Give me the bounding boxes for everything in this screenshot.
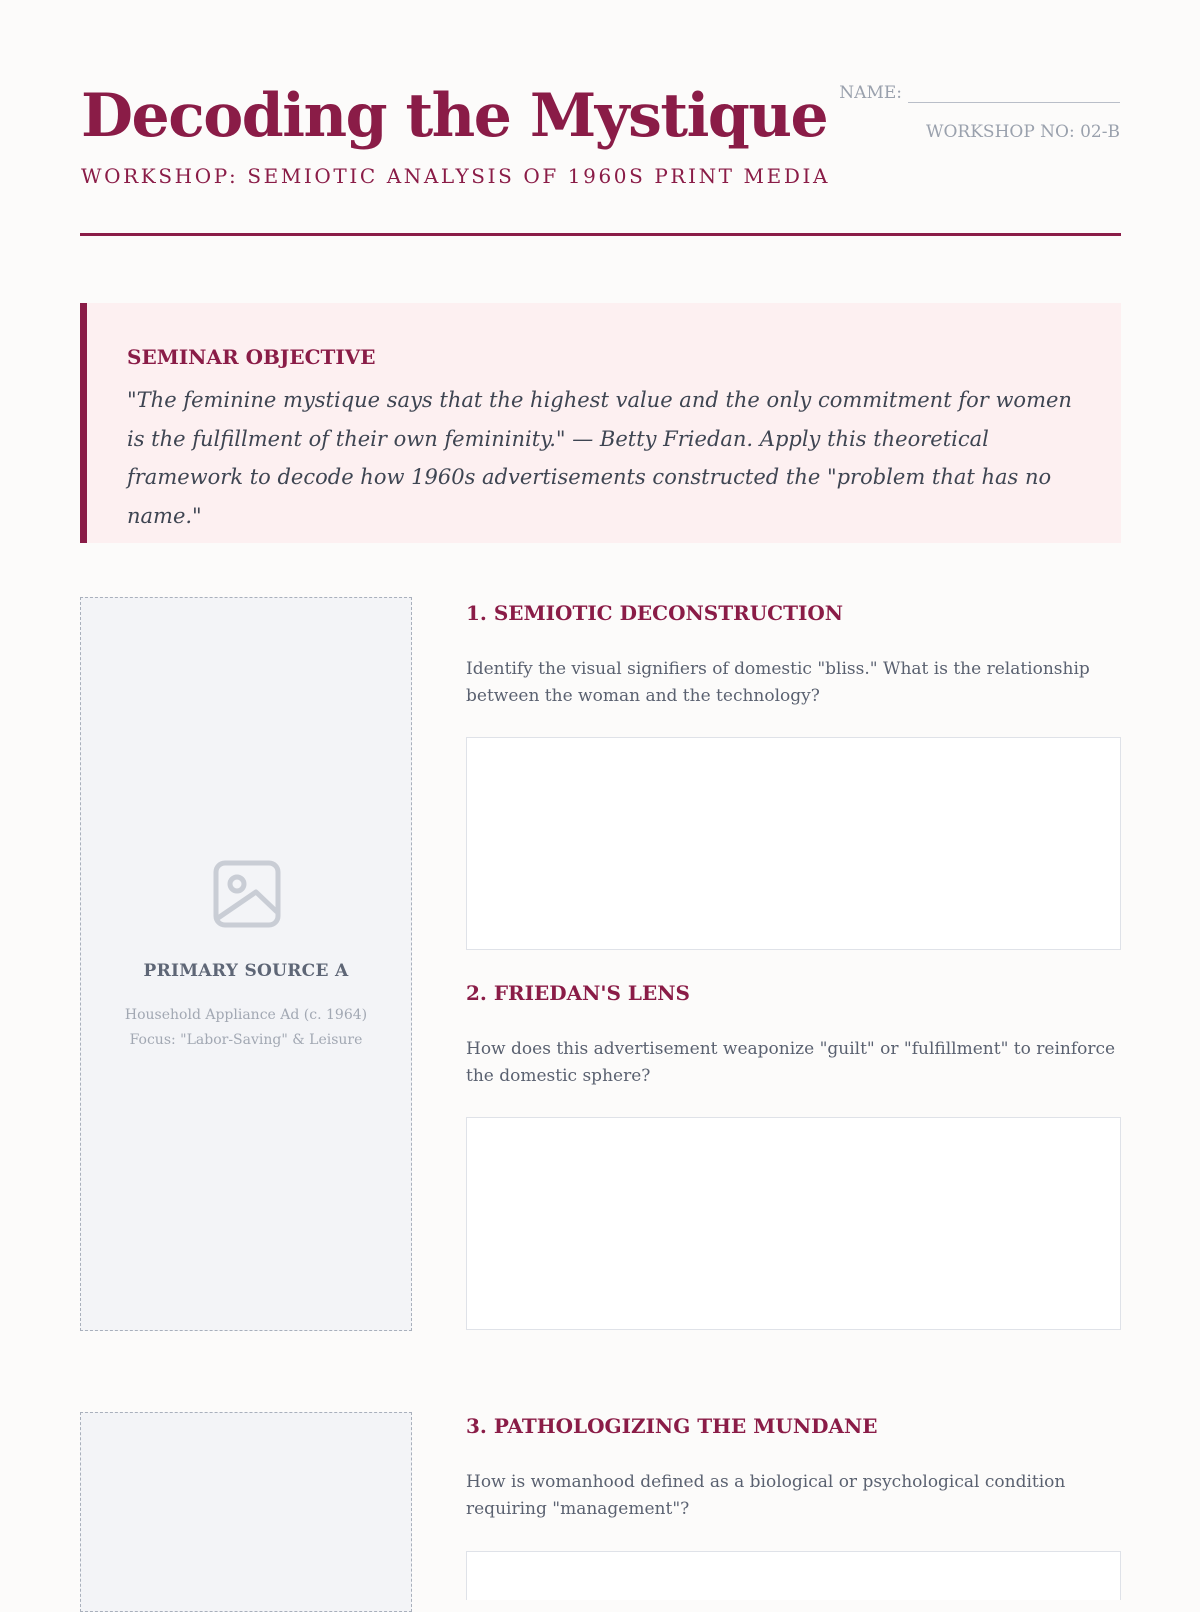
name-field-row xyxy=(839,82,1120,103)
image-placeholder-icon xyxy=(213,860,281,928)
question-3-heading: 3. PATHOLOGIZING THE MUNDANE xyxy=(466,1414,878,1438)
source-description-line: Household Appliance Ad (c. 1964) xyxy=(124,1007,368,1023)
primary-source-a-placeholder xyxy=(80,597,412,1331)
source-label: PRIMARY SOURCE A xyxy=(143,961,349,981)
question-1-prompt: Identify the visual signifiers of domestic "bliss." What is the relationship between the woman and the technology? xyxy=(466,659,1090,706)
question-3-answer[interactable] xyxy=(466,1551,1121,1600)
objective-heading: SEMINAR OBJECTIVE xyxy=(127,345,376,369)
question-2-answer[interactable] xyxy=(466,1117,1121,1330)
question-1-answer[interactable] xyxy=(466,737,1121,950)
page-subtitle: WORKSHOP: SEMIOTIC ANALYSIS OF 1960S PRINT MEDIA xyxy=(81,164,831,188)
page-title: Decoding the Mystique xyxy=(81,81,828,151)
name-input-line[interactable] xyxy=(908,82,1120,103)
question-2-heading: 2. FRIEDAN'S LENS xyxy=(466,981,690,1005)
seminar-objective-callout xyxy=(80,303,1121,543)
primary-source-b-placeholder xyxy=(80,1412,412,1612)
question-1-heading: 1. SEMIOTIC DECONSTRUCTION xyxy=(466,601,844,625)
source-description-focus: Focus: "Labor-Saving" & Leisure xyxy=(129,1032,363,1048)
question-3-prompt: How is womanhood defined as a biological or psychological condition requiring "management"? xyxy=(466,1472,1066,1519)
source-description xyxy=(121,1003,371,1053)
name-label: NAME: xyxy=(839,83,902,103)
question-2-prompt: How does this advertisement weaponize "guilt" or "fulfillment" to reinforce the domestic sphere? xyxy=(466,1039,1116,1086)
objective-quote: "The feminine mystique says that the highest value and the only commitment for women is the fulfillment of their own femininity." — Betty Friedan. Apply this theoretical framework to decode how 1960s advertisements constructed the "problem that has no name." xyxy=(127,388,1072,528)
workshop-number: WORKSHOP NO: 02-B xyxy=(926,122,1120,142)
header-divider xyxy=(80,233,1121,236)
